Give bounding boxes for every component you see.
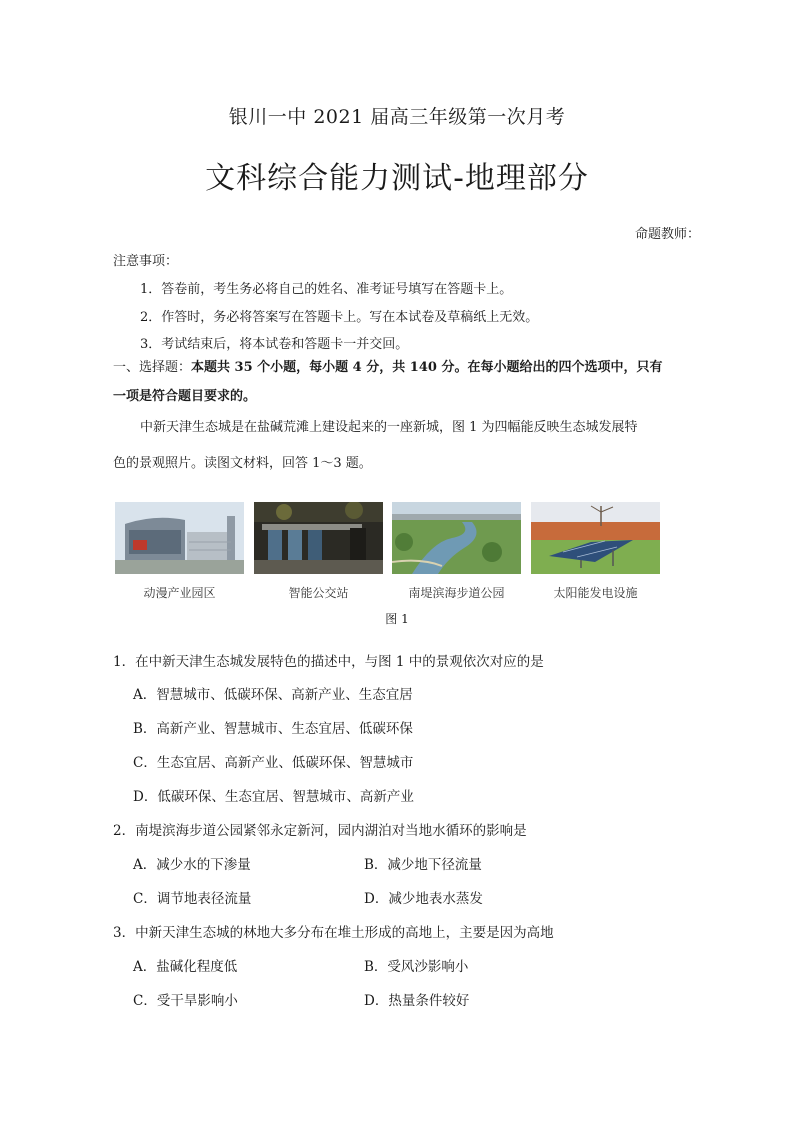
answer-option: A．智慧城市、低碳环保、高新产业、生态宜居 [133,687,413,703]
figure-label: 图 1 [385,612,409,626]
notes-heading: 注意事项： [113,254,179,269]
photo-caption: 动漫产业园区 [143,586,216,600]
photo-caption: 南堤滨海步道公园 [408,586,505,600]
section-prefix: 一、选择题： [113,360,192,375]
photo-animation-park [115,502,244,574]
photo-seaside-park [392,502,521,574]
answer-option: D．热量条件较好 [364,993,470,1009]
exam-subtitle: 银川一中 2021 届高三年级第一次月考 [228,106,566,128]
section-rule-line2: 一项是符合题目要求的。 [113,389,257,404]
section-instructions [113,353,683,411]
answer-option: B．减少地下径流量 [364,857,482,873]
exam-title: 文科综合能力测试-地理部分 [205,161,589,196]
question-stem: 3．中新天津生态城的林地大多分布在堆土形成的高地上，主要是因为高地 [113,925,554,941]
question-stem: 1．在中新天津生态城发展特色的描述中，与图 1 中的景观依次对应的是 [113,654,544,670]
intro-line1: 中新天津生态城是在盐碱荒滩上建设起来的一座新城，图 1 为四幅能反映生态城发展特 [140,420,638,435]
section-rule-line1: 本题共 35 个小题，每小题 4 分，共 140 分。在每小题给出的四个选项中，只有 [191,360,663,375]
answer-option: D．低碳环保、生态宜居、智慧城市、高新产业 [133,789,414,805]
question-stem: 2．南堤滨海步道公园紧邻永定新河，园内湖泊对当地水循环的影响是 [113,823,527,839]
answer-option: B．受风沙影响小 [364,959,469,975]
answer-option: C．调节地表径流量 [133,891,252,907]
note-item: 3．考试结束后，将本试卷和答题卡一并交回。 [140,337,409,352]
material-intro [113,410,685,482]
note-item: 2．作答时，务必将答案写在答题卡上。写在本试卷及草稿纸上无效。 [140,310,539,325]
photo-solar-facility [531,502,660,574]
author-label: 命题教师： [634,227,700,242]
photo-caption: 太阳能发电设施 [553,586,638,600]
answer-option: C．受干旱影响小 [133,993,238,1009]
answer-option: A．减少水的下渗量 [133,857,251,873]
answer-option: A．盐碱化程度低 [133,959,238,975]
answer-option: D．减少地表水蒸发 [364,891,483,907]
photo-caption: 智能公交站 [288,586,349,600]
figure-1 [115,502,660,602]
answer-option: C．生态宜居、高新产业、低碳环保、智慧城市 [133,755,414,771]
photo-smart-bus-stop [254,502,383,574]
note-item: 1．答卷前，考生务必将自己的姓名、准考证号填写在答题卡上。 [140,282,513,297]
answer-option: B．高新产业、智慧城市、生态宜居、低碳环保 [133,721,413,737]
intro-line2: 色的景观照片。读图文材料，回答 1～3 题。 [113,456,372,471]
